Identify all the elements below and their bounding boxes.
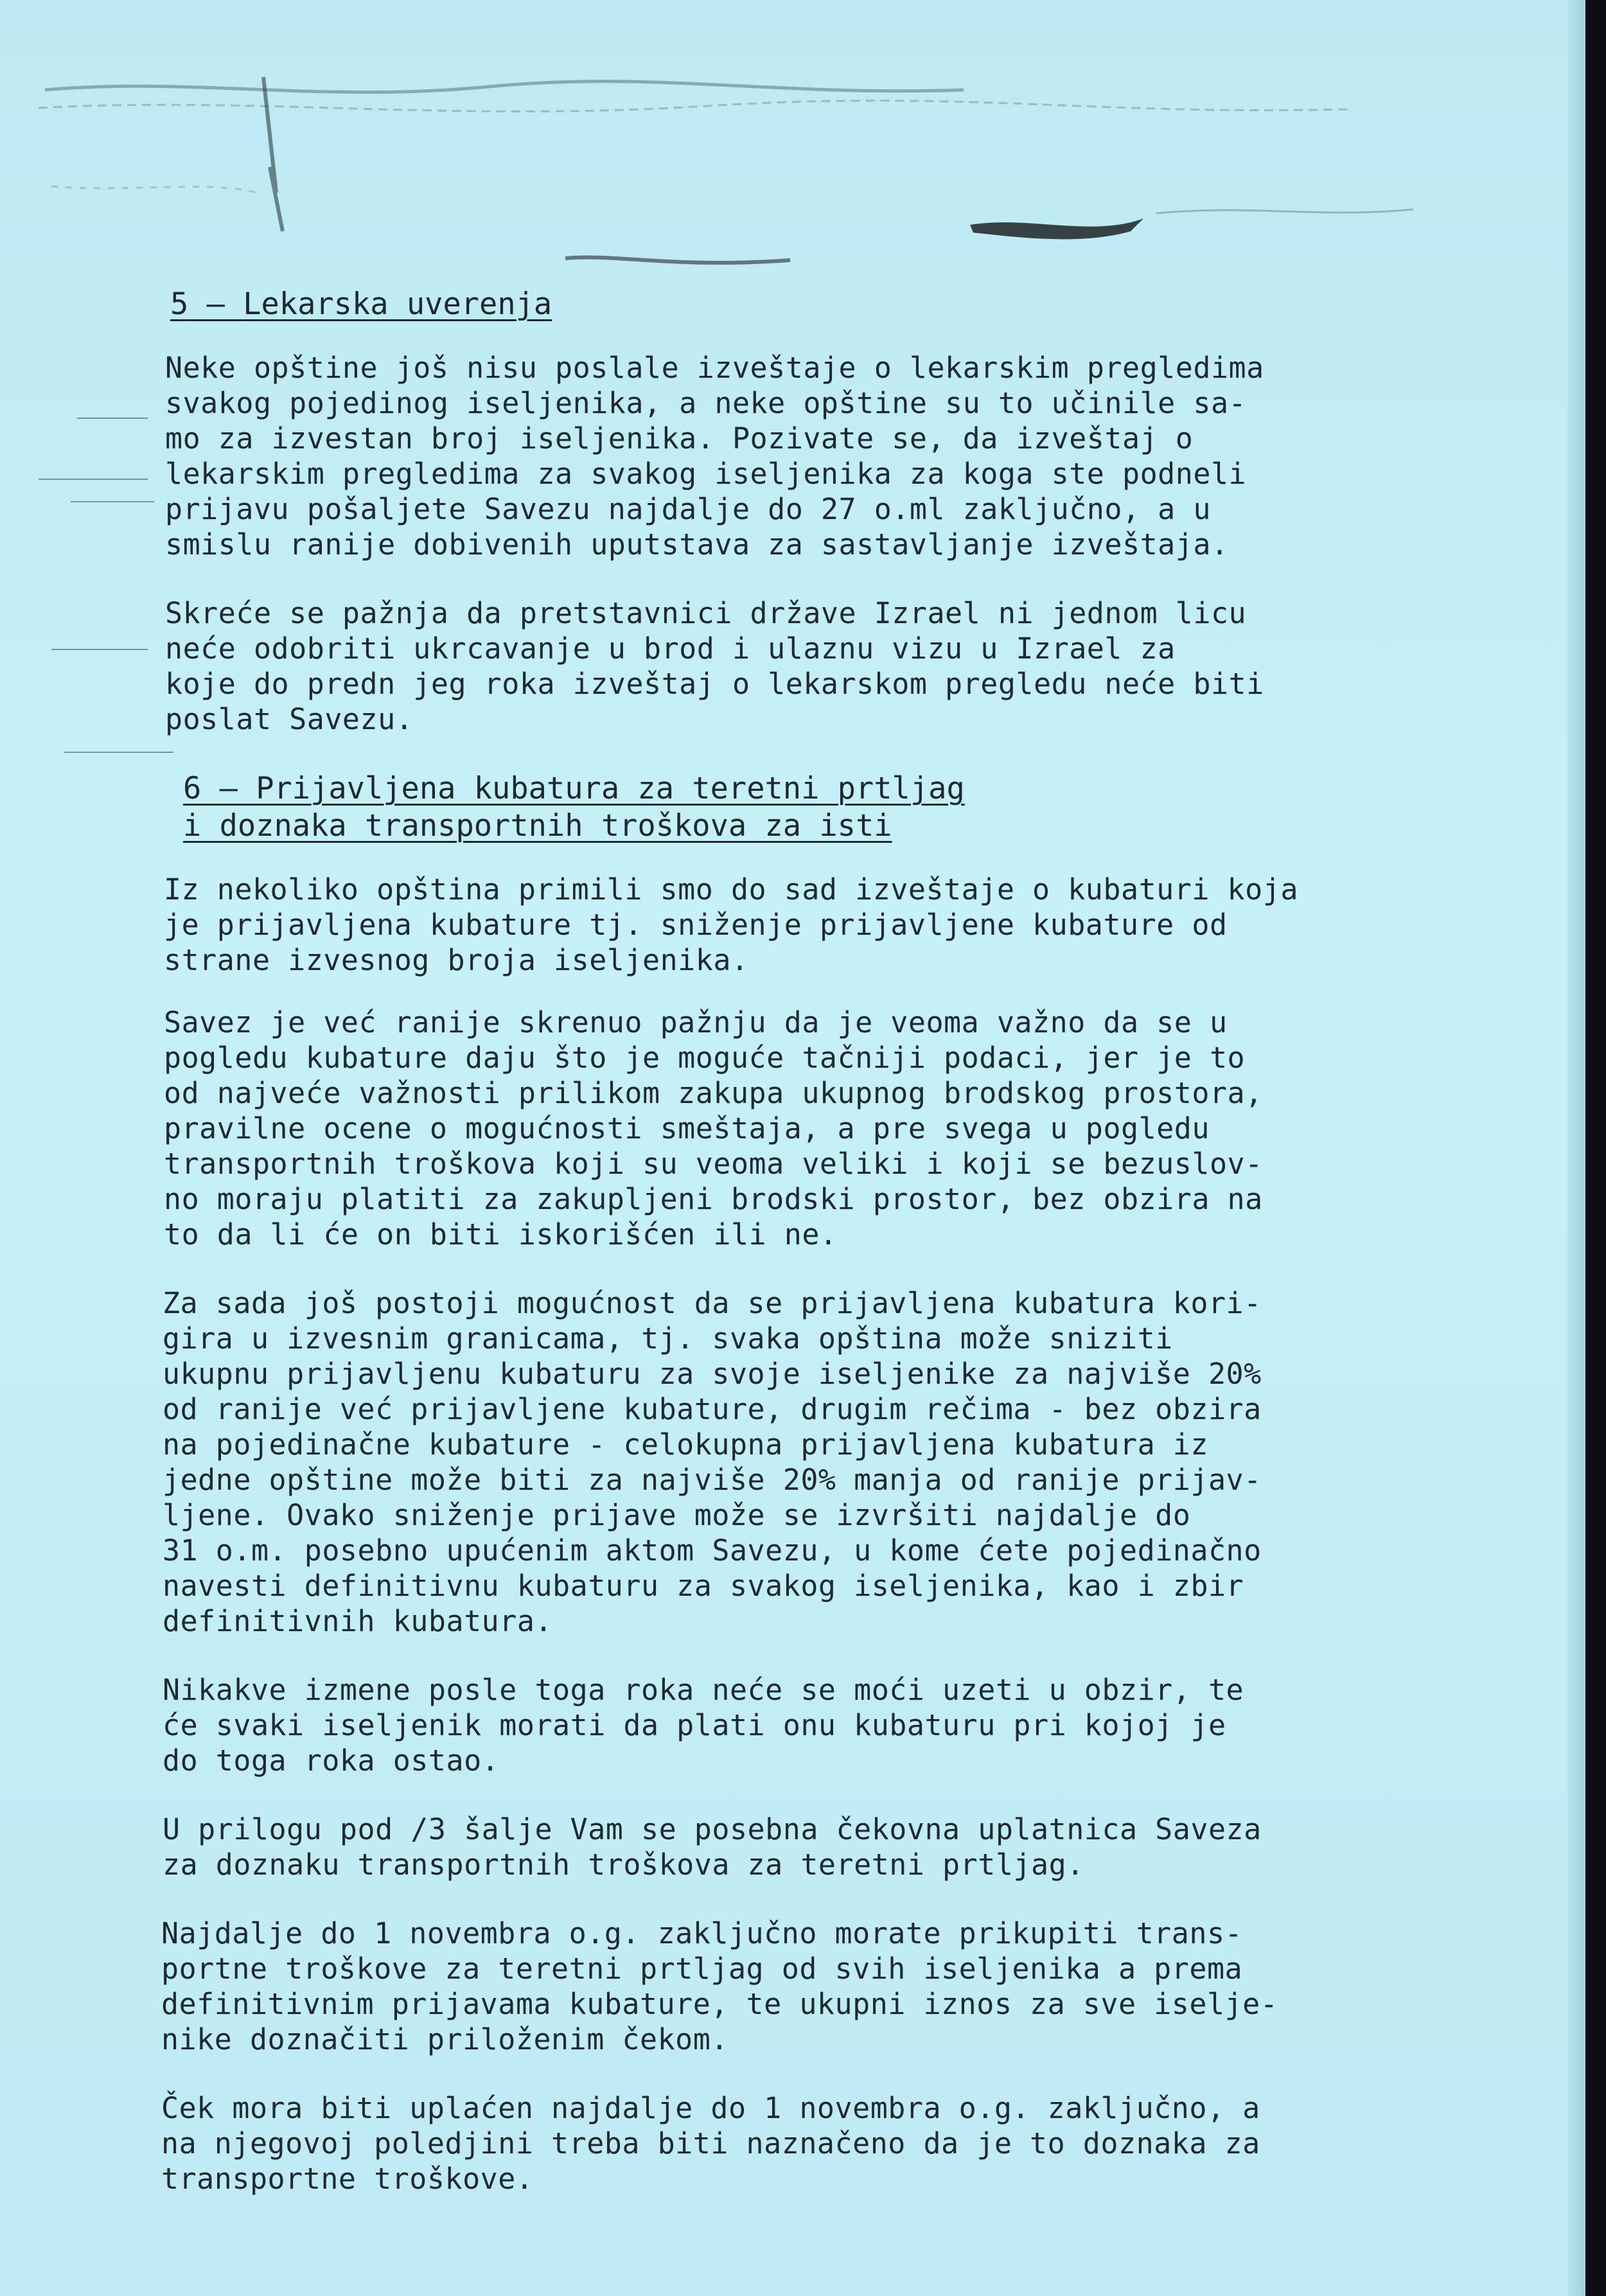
margin-line xyxy=(71,501,154,502)
document-body xyxy=(151,286,1455,2196)
section-title: Prijavljena kubatura za teretni prtljag i doznaka transportnih troškova za isti xyxy=(183,771,965,843)
paragraph: Skreće se pažnja da pretstavnici države Izrael ni jednom licu neće odobriti ukrcavanje u brod i ulaznu vizu u Izrael za koje do predn jeg roka izveštaj o lekarskom pregledu neće biti poslat Savezu. xyxy=(165,596,1264,736)
paragraph: U prilogu pod /3 šalje Vam se posebna čekovna uplatnica Saveza za doznaku transportnih troškova za teretni prtljag. xyxy=(163,1812,1262,1882)
margin-line xyxy=(77,418,148,419)
paragraph: Za sada još postoji mogućnost da se prijavljena kubatura kori- gira u izvesnim granicama, tj. svaka opština može sniziti ukupnu prijavljenu kubaturu za svoje iseljenike za najviše 20% od ranije već prijavljene kubature, drugim rečima - bez obzira na pojedinačne kubature - celokupna prijavljena kubatura iz jedne opštine može biti za najviše 20% manja od ranije prijav- ljene. Ovako sniženje prijave može se izvršiti najdalje do 31 o.m. posebno upućenim aktom Savezu, u kome ćete pojedinačno navesti definitivnu kubaturu za svakog iseljenika, kao i zbir definitivnih kubatura. xyxy=(163,1286,1262,1638)
margin-line xyxy=(51,649,148,650)
paragraph: Neke opštine još nisu poslale izveštaje o lekarskim pregledima svakog pojedinog iseljenika, a neke opštine su to učinile sa- mo za izvestan broj iseljenika. Pozivate se, da izveštaj o lekarskim pregledima za svakog iseljenika za koga ste podneli prijavu pošaljete Savezu najdalje do 27 o.ml zaključno, a u smislu ranije dobivenih uputstava za sastavljanje izveštaja. xyxy=(165,351,1264,561)
section-title: Lekarska uverenja xyxy=(243,287,552,322)
paragraph: Ček mora biti uplaćen najdalje do 1 novembra o.g. zaključno, a na njegovoj poledjini treba biti naznačeno da je to doznaka za transportne troškove. xyxy=(161,2091,1260,2196)
section-5-heading: 5 — Lekarska uverenja xyxy=(170,287,552,322)
paragraph: Nikakve izmene posle toga roka neće se moći uzeti u obzir, te će svaki iseljenik morati da plati onu kubaturu pri kojoj je do toga roka ostao. xyxy=(163,1673,1244,1778)
margin-line xyxy=(39,479,148,480)
paragraph: Iz nekoliko opština primili smo do sad izveštaje o kubaturi koja je prijavljena kubature tj. sniženje prijavljene kubature od strane izvesnog broja iseljenika. xyxy=(164,872,1298,977)
page-right-edge xyxy=(1567,0,1585,2296)
section-number: 6 xyxy=(183,771,202,806)
paragraph: Najdalje do 1 novembra o.g. zaključno morate prikupiti trans- portne troškove za teretni prtljag od svih iseljenika a prema definitivnim prijavama kubature, te ukupni iznos za sve iselje- nike doznačiti priloženim čekom. xyxy=(161,1916,1278,2056)
paragraph: Savez je već ranije skrenuo pažnju da je veoma važno da se u pogledu kubature daju što je moguće tačniji podaci, jer je to od najveće važnosti prilikom zakupa ukupnog brodskog prostora, pravilne ocene o mogućnosti smeštaja, a pre svega u pogledu transportnih troškova koji su veoma veliki i koji se bezuslov- no moraju platiti za zakupljeni brodski prostor, bez obzira na to da li će on biti iskorišćen ili ne. xyxy=(164,1005,1263,1251)
section-number: 5 xyxy=(170,287,189,322)
scan-artifacts-top xyxy=(0,0,1585,296)
section-6-heading: 6 — Prijavljena kubatura za teretni prtljag i doznaka transportnih troškova za isti xyxy=(183,771,965,843)
